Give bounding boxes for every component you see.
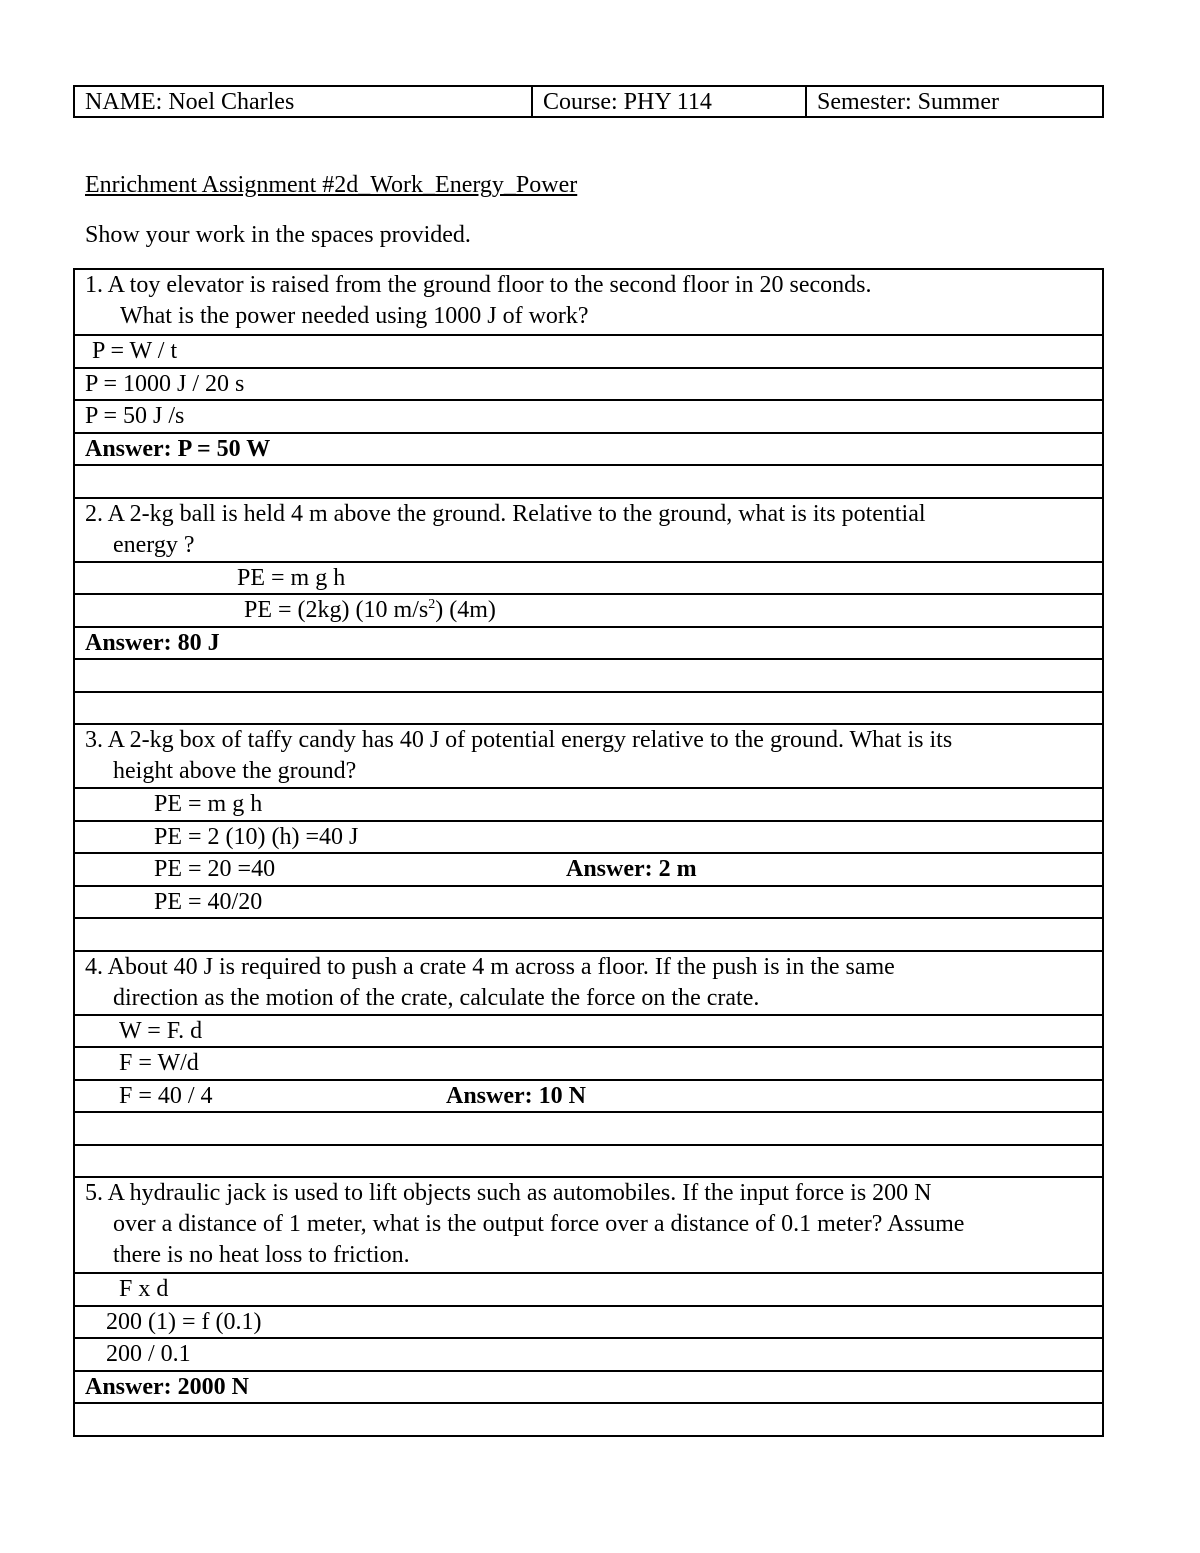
question-3 (75, 723, 1102, 787)
question-2-line-2: energy ? (113, 531, 195, 558)
work-table (73, 268, 1104, 1437)
work-line: P = 50 J /s (75, 399, 1102, 432)
work-line: PE = 40/20 (75, 885, 1102, 918)
question-3-line-1: 3. A 2-kg box of taffy candy has 40 J of potential energy relative to the ground. What is its (85, 727, 953, 753)
work-line: F = W/d (75, 1046, 1102, 1079)
blank-line (75, 658, 1102, 691)
work-line: PE = m g h (75, 787, 1102, 820)
question-1-line-2: What is the power needed using 1000 J of work? (120, 303, 589, 329)
question-4 (75, 950, 1102, 1014)
question-5 (75, 1176, 1102, 1272)
blank-line (75, 691, 1102, 724)
question-5-line-1: 5. A hydraulic jack is used to lift objects such as automobiles. If the input force is 200 N (85, 1180, 932, 1206)
semester: Semester: Summer (817, 89, 999, 115)
work-text: F = 40 / 4 (119, 1082, 213, 1109)
answer-5: Answer: 2000 N (75, 1370, 1102, 1403)
question-4-line-2: direction as the motion of the crate, calculate the force on the crate. (113, 984, 760, 1011)
work-line: PE = 2 (10) (h) =40 J (75, 820, 1102, 853)
answer-2: Answer: 80 J (75, 626, 1102, 659)
answer-3: Answer: 2 m (566, 856, 697, 882)
blank-line (75, 1144, 1102, 1177)
work-text: PE = 20 =40 (154, 856, 276, 882)
question-2-line-1: 2. A 2-kg ball is held 4 m above the ground. Relative to the ground, what is its potential (85, 500, 926, 527)
course-code: Course: PHY 114 (533, 87, 807, 116)
answer-4: Answer: 10 N (446, 1082, 586, 1109)
student-name: NAME: Noel Charles (75, 87, 533, 116)
work-text: ) (4m) (435, 597, 496, 623)
question-4-line-1: 4. About 40 J is required to push a crate 4 m across a floor. If the push is in the same (85, 953, 895, 980)
answer-1: Answer: P = 50 W (75, 432, 1102, 465)
work-line: P = W / t (75, 334, 1102, 367)
work-text: PE = (2kg) (10 m/s (244, 597, 429, 623)
question-1 (75, 270, 1102, 334)
work-line: P = 1000 J / 20 s (75, 367, 1102, 400)
question-1-line-1: 1. A toy elevator is raised from the ground floor to the second floor in 20 seconds. (85, 272, 872, 298)
blank-line (75, 464, 1102, 497)
assignment-title: Enrichment Assignment #2d_Work_Energy_Power (85, 172, 578, 198)
work-line: 200 / 0.1 (75, 1337, 1102, 1370)
work-line: F x d (75, 1272, 1102, 1305)
instructions: Show your work in the spaces provided. (85, 222, 471, 248)
work-line (75, 852, 1102, 885)
question-2 (75, 497, 1102, 561)
work-line: PE = m g h (75, 561, 1102, 594)
work-line: W = F. d (75, 1014, 1102, 1047)
work-line: 200 (1) = f (0.1) (75, 1305, 1102, 1338)
student-info-table (73, 85, 1104, 118)
question-3-line-2: height above the ground? (113, 758, 357, 784)
work-line (75, 1079, 1102, 1112)
blank-line (75, 917, 1102, 950)
work-line (75, 593, 1102, 626)
question-5-line-3: there is no heat loss to friction. (113, 1242, 410, 1268)
exponent: 2 (428, 597, 436, 612)
blank-line (75, 1111, 1102, 1144)
blank-line (75, 1402, 1102, 1435)
question-5-line-2: over a distance of 1 meter, what is the output force over a distance of 0.1 meter? Assume (113, 1211, 965, 1237)
